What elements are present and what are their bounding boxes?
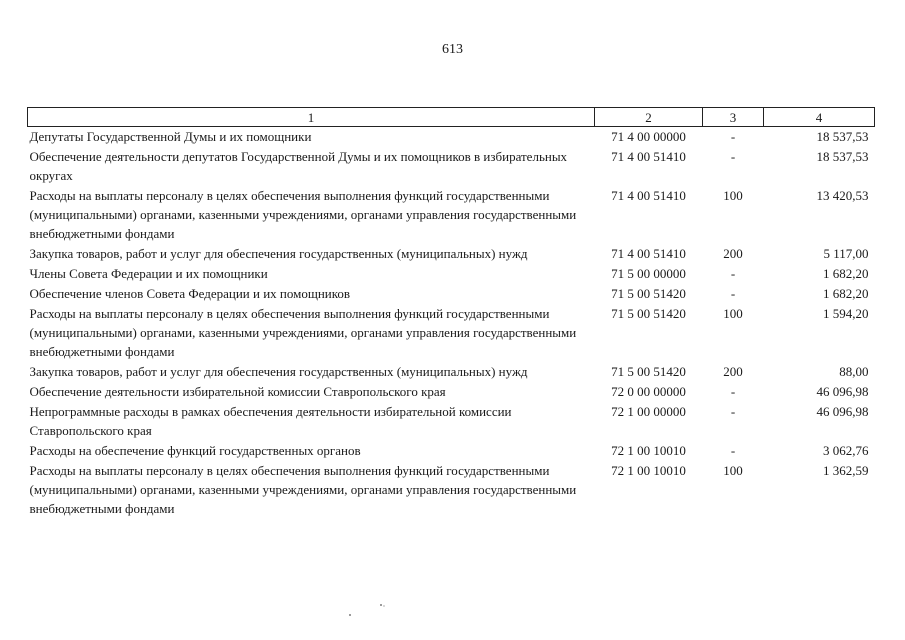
row-amount: 46 096,98 <box>816 404 869 419</box>
row-code: 71 5 00 51420 <box>611 364 686 379</box>
table-row <box>28 441 875 461</box>
table-row <box>28 264 875 284</box>
row-code: 72 1 00 00000 <box>611 404 686 419</box>
row-code: 71 4 00 51410 <box>611 188 686 203</box>
row-name: Закупка товаров, работ и услуг для обеспечения государственных (муниципальных) нужд <box>29 246 528 261</box>
header-col-4: 4 <box>764 108 875 127</box>
row-code: 72 0 00 00000 <box>611 384 686 399</box>
table-row <box>28 147 875 186</box>
row-code: 71 5 00 00000 <box>611 266 686 281</box>
row-type: 200 <box>723 246 743 261</box>
row-amount: 1 362,59 <box>823 463 869 478</box>
row-type: - <box>730 286 736 301</box>
table-row <box>28 382 875 402</box>
header-col-3: 3 <box>703 108 764 127</box>
row-amount: 18 537,53 <box>816 129 869 144</box>
scan-specks <box>340 603 400 623</box>
row-name: Расходы на обеспечение функций государственных органов <box>29 443 361 458</box>
table-row <box>28 362 875 382</box>
row-code: 72 1 00 10010 <box>611 443 686 458</box>
header-col-2: 2 <box>595 108 703 127</box>
row-amount: 3 062,76 <box>823 443 869 458</box>
row-name: Непрограммные расходы в рамках обеспечения деятельности избирательной комиссии Ставропольского края <box>29 404 512 438</box>
row-code: 71 4 00 51410 <box>611 149 686 164</box>
row-name: Расходы на выплаты персоналу в целях обеспечения выполнения функций государственными (муниципальными) органами, казенными учреждениями, органами управления государственными внебюджетными фондами <box>29 306 577 359</box>
row-amount: 5 117,00 <box>823 246 869 261</box>
row-name: Закупка товаров, работ и услуг для обеспечения государственных (муниципальных) нужд <box>29 364 528 379</box>
row-name: Депутаты Государственной Думы и их помощники <box>29 129 312 144</box>
row-amount: 1 682,20 <box>823 286 869 301</box>
table-header-row <box>28 108 875 127</box>
table-row <box>28 461 875 519</box>
row-type: - <box>730 384 736 399</box>
row-name: Обеспечение членов Совета Федерации и их помощников <box>29 286 351 301</box>
row-amount: 18 537,53 <box>816 149 869 164</box>
budget-table <box>27 107 875 519</box>
row-type: 100 <box>723 188 743 203</box>
page-number: 613 <box>442 42 463 57</box>
table-row <box>28 304 875 362</box>
row-code: 71 5 00 51420 <box>611 306 686 321</box>
table-row <box>28 284 875 304</box>
row-amount: 88,00 <box>839 364 869 379</box>
row-type: - <box>730 129 736 144</box>
row-code: 71 4 00 00000 <box>611 129 686 144</box>
row-type: 100 <box>723 463 743 478</box>
row-code: 72 1 00 10010 <box>611 463 686 478</box>
row-amount: 1 682,20 <box>823 266 869 281</box>
row-amount: 46 096,98 <box>816 384 869 399</box>
header-col-1: 1 <box>28 108 595 127</box>
row-type: 100 <box>723 306 743 321</box>
table-row <box>28 127 875 148</box>
row-amount: 13 420,53 <box>816 188 869 203</box>
row-name: Обеспечение деятельности депутатов Государственной Думы и их помощников в избирательных округах <box>29 149 568 183</box>
row-type: 200 <box>723 364 743 379</box>
row-name: Расходы на выплаты персоналу в целях обеспечения выполнения функций государственными (муниципальными) органами, казенными учреждениями, органами управления государственными внебюджетными фондами <box>29 463 577 516</box>
row-code: 71 5 00 51420 <box>611 286 686 301</box>
row-code: 71 4 00 51410 <box>611 246 686 261</box>
row-amount: 1 594,20 <box>823 306 869 321</box>
table-row <box>28 186 875 244</box>
table-row <box>28 402 875 441</box>
table-row <box>28 244 875 264</box>
row-name: Члены Совета Федерации и их помощники <box>29 266 268 281</box>
row-name: Расходы на выплаты персоналу в целях обеспечения выполнения функций государственными (муниципальными) органами, казенными учреждениями, органами управления государственными внебюджетными фондами <box>29 188 577 241</box>
row-type: - <box>730 149 736 164</box>
row-type: - <box>730 443 736 458</box>
row-type: - <box>730 404 736 419</box>
row-name: Обеспечение деятельности избирательной комиссии Ставропольского края <box>29 384 446 399</box>
row-type: - <box>730 266 736 281</box>
